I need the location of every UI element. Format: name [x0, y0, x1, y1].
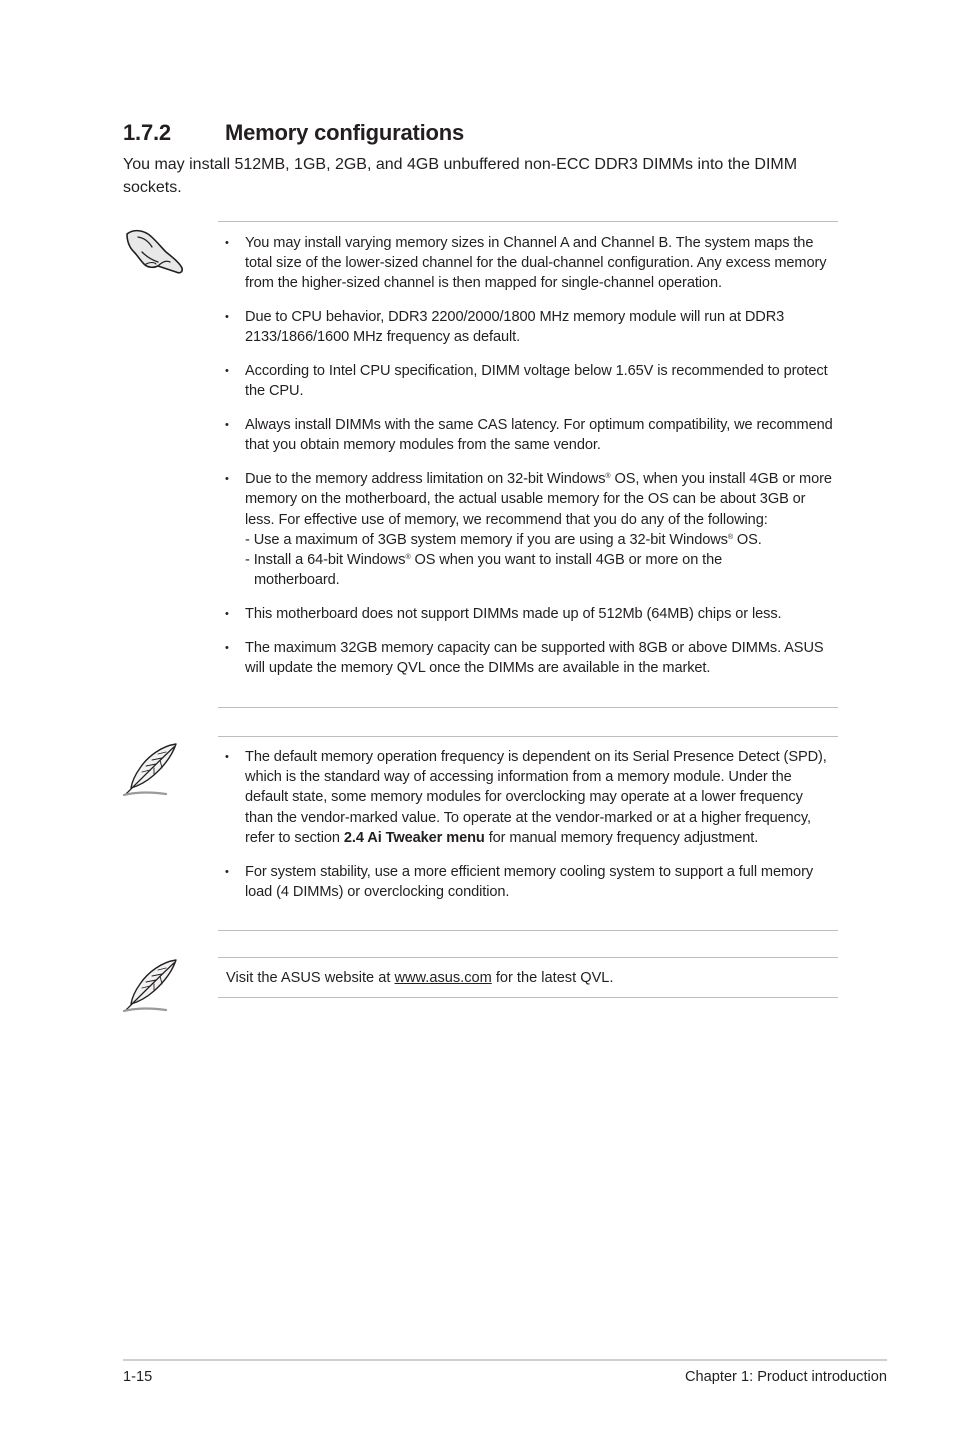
section-heading [123, 118, 464, 148]
sub-item-text: OS. [732, 531, 762, 548]
registered-mark: ® [727, 533, 733, 541]
list-item: • The maximum 32GB memory capacity can be supported with 8GB or above DIMMs. ASUS will update the memory QVL once the DIMMs are available in the market. [218, 638, 838, 678]
section-reference: 2.4 Ai Tweaker menu [343, 829, 485, 846]
list-item: • For system stability, use a more efficient memory cooling system to support a full memory load (4 DIMMs) or overclocking condition. [218, 862, 838, 902]
registered-mark: ® [405, 554, 411, 562]
windows-text-1: Due to the memory address limitation on 32-bit Windows [245, 471, 606, 488]
sub-item [245, 530, 834, 550]
note-box [218, 736, 838, 931]
sub-item-text: OS when you want to install 4GB or more on the [410, 552, 723, 569]
feather-pen-icon [122, 742, 180, 798]
note-text-1: The default memory operation frequency is dependent on its Serial Presence Detect (SPD), which is the standard way of accessing information from a memory module. Under the default state, some memory modules for overclocking may operate at a lower frequency than the vendor-marked value. To operate at the vendor-marked or at a higher frequency, refer to section [245, 749, 827, 846]
note-text-2: for manual memory frequency adjustment. [484, 829, 759, 846]
page-number: 1-15 [123, 1369, 153, 1385]
sub-item-text: - Install a 64-bit Windows [245, 552, 406, 569]
windows-text-2: OS, when you install 4GB or more memory on the motherboard, the actual usable memory for the OS can be about 3GB or less. For effective use of memory, we recommend that you do any of the following: [245, 471, 832, 528]
visit-text [218, 958, 838, 998]
chapter-title: Chapter 1: Product introduction [685, 1369, 887, 1385]
list-item: • You may install varying memory sizes in Channel A and Channel B. The system maps the total size of the lower-sized channel for the dual-channel configuration. Any excess memory from the higher-sized channel is then mapped for single-channel operation. [218, 233, 838, 294]
list-item: • Always install DIMMs with the same CAS latency. For optimum compatibility, we recommend that you obtain memory modules from the same vendor. [218, 415, 838, 455]
visit-text-before: Visit the ASUS website at [226, 970, 395, 986]
sub-item-text: - Use a maximum of 3GB system memory if you are using a 32-bit Windows [245, 531, 728, 548]
list-item: • This motherboard does not support DIMMs made up of 512Mb (64MB) chips or less. [218, 604, 838, 624]
caution-box [218, 221, 838, 708]
feather-pen-icon [122, 958, 180, 1014]
visit-box [218, 957, 838, 998]
sub-item-continuation: motherboard. [254, 572, 340, 589]
list-item: • Due to CPU behavior, DDR3 2200/2000/1800 MHz memory module will run at DDR3 2133/1866/1600 MHz frequency as default. [218, 307, 838, 347]
intro-paragraph: You may install 512MB, 1GB, 2GB, and 4GB unbuffered non-ECC DDR3 DIMMs into the DIMM sockets. [123, 156, 798, 196]
asus-website-link[interactable]: www.asus.com [394, 970, 492, 986]
note-list [218, 737, 838, 902]
sub-item [245, 550, 834, 570]
caution-list [218, 222, 838, 678]
registered-mark: ® [605, 473, 611, 481]
list-item [218, 469, 838, 590]
section-number: 1.7.2 [123, 120, 171, 145]
hand-caution-icon [124, 226, 186, 276]
list-item [218, 747, 838, 848]
footer-divider [123, 1359, 887, 1361]
list-item: • According to Intel CPU specification, DIMM voltage below 1.65V is recommended to protect the CPU. [218, 361, 838, 401]
section-title: Memory configurations [225, 120, 465, 145]
visit-text-after: for the latest QVL. [491, 970, 614, 986]
